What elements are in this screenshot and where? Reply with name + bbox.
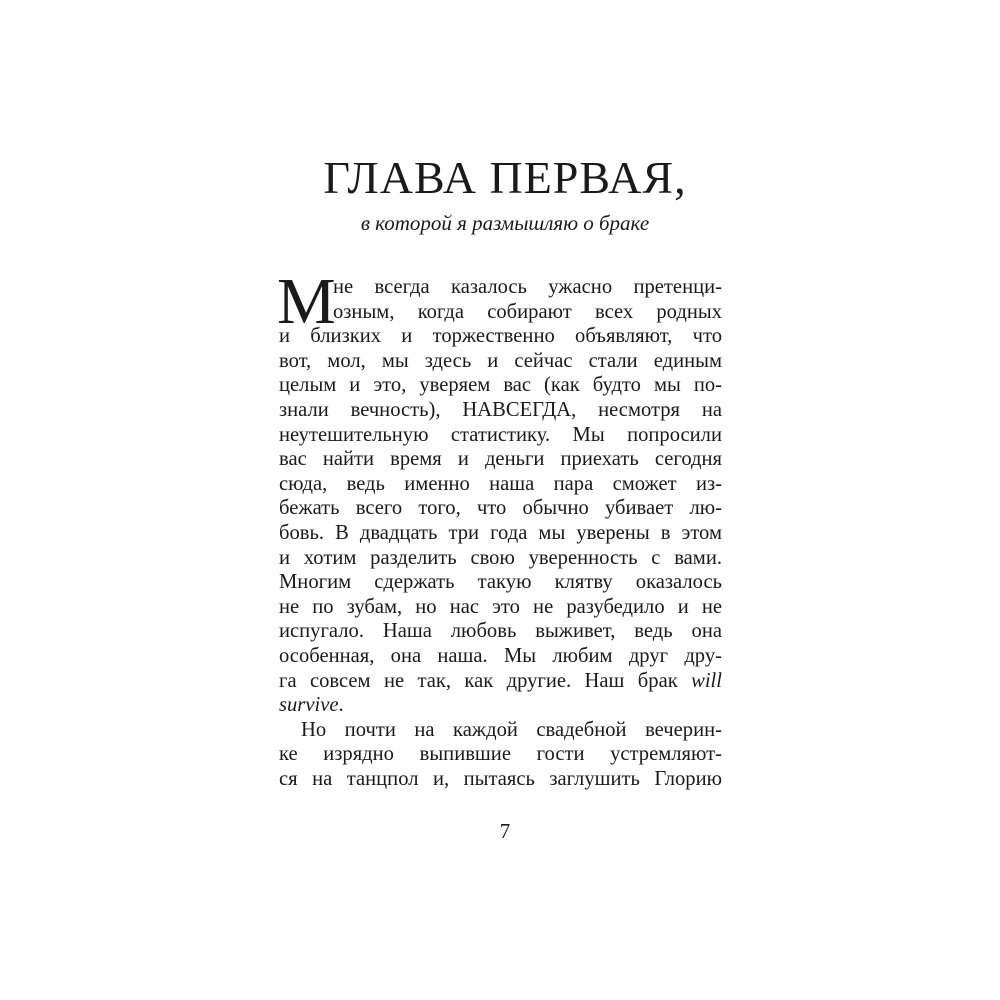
body-text [277,265,722,791]
text-line: не по зубам, но нас это не разубедило и не [279,595,722,618]
chapter-title: ГЛАВА ПЕРВАЯ, [323,152,687,203]
text-line: и близких и торжественно объявляют, что [279,325,722,348]
text-line: Но почти на каждой свадебной вечерин- [301,718,722,741]
text-line: озным, когда собирают всех родных [333,300,722,323]
text-line: особенная, она наша. Мы любим друг дру- [279,644,722,667]
italic-text: will [691,669,722,692]
text-line: сюда, ведь именно наша пара сможет из- [279,472,722,495]
text-line: ке изрядно выпившие гости устремляют- [279,743,722,766]
page-number: 7 [499,819,511,843]
text-line: неутешительную статистику. Мы попросили [279,423,722,446]
text-line: знали вечность), НАВСЕГДА, несмотря на [279,398,722,421]
text-line: и хотим разделить свою уверенность с вами. [279,546,722,569]
text-line: Многим сдержать такую клятву оказалось [279,571,722,594]
text-line: бежать всего того, что обычно убивает лю- [279,497,722,520]
text-line [279,669,722,694]
italic-text: survive [279,694,339,717]
text-line: вас найти время и деньги приехать сегодня [279,448,722,471]
text-line: не всегда казалось ужасно претенци- [333,276,722,298]
text-line [279,693,722,718]
text-segment: . [338,694,344,717]
text-line: вот, мол, мы здесь и сейчас стали единым [279,349,722,372]
drop-cap: М [277,265,336,338]
text-line: бовь. В двадцать три года мы уверены в этом [279,521,722,544]
text-line: испугало. Наша любовь выживет, ведь она [279,620,722,643]
text-line: ся на танцпол и, пытаясь заглушить Глорию [279,767,722,790]
chapter-subtitle: в которой я размышляю о браке [360,211,650,235]
text-line: целым и это, уверяем вас (как будто мы по- [279,374,722,397]
text-segment: га совсем не так, как другие. Наш брак [279,669,692,692]
